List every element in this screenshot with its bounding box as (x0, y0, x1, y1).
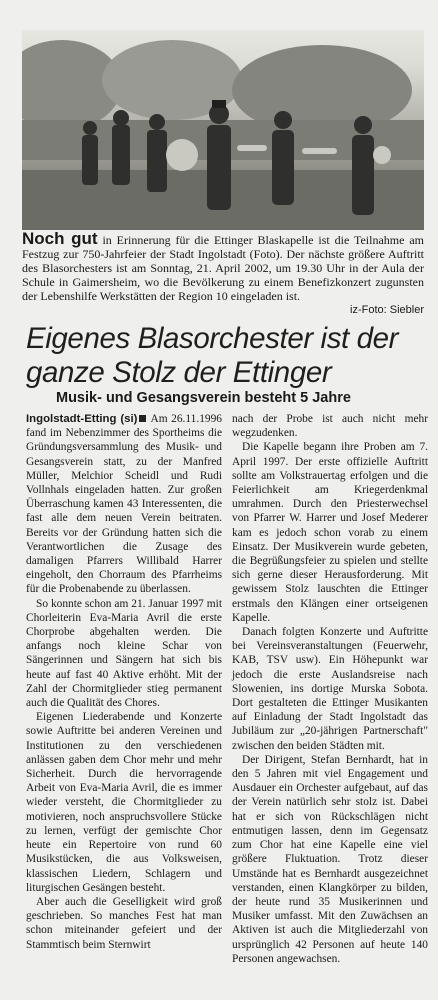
article-paragraph: Danach folgten Konzerte und Auftritte bei Vereinsveranstaltungen (Feuerwehr, KAB, TSV usw). Ein Höhepunkt war jedoch die erste Auslandsreise nach Slowenien, ins dortige Murska Sobota. Dort gestalteten die Ettinger Musikanten auf Einladung der Stadt Ingolstadt das Jubiläum zur „20-jährigen Partnerschaft" zwischen den beiden Städten mit. (232, 626, 428, 752)
subheadline: Musik- und Gesangsverein besteht 5 Jahre (56, 390, 351, 406)
bullet-square-icon (139, 415, 146, 422)
paragraph-text: Am 26.11.1996 fand im Nebenzimmer des Sportheims die Gründungsversammlung des Musik- und Gesangsverein statt, zu der Manfred Müller, Melchior Scheidl und Rudi Vollnhals eingeladen hatten. Zur großen Überraschung kamen 43 Interessenten, die fast alle dem neuen Verein beitraten. Bereits vor der Gründung hatten sich die Verantwortlichen die Zusage des damaligen Pfarrers Willibald Harrer eingeholt, den Chorraum des Pfarrheims für die Probenabende zu überlassen. (26, 413, 222, 596)
article-paragraph: Eigenen Liederabende und Konzerte sowie Auftritte bei anderen Vereinen und Institutionen zu den verschiedenen anlässen gaben dem Chor mehr und mehr Sicherheit. Durch die hervorragende Arbeit von Eva-Maria Avril, die es immer wieder versteht, die Chormitglieder zu motivieren, noch anspruchsvollere Stücke zu lernen, verfügt der gemischte Chor heute ein Repertoire von rund 60 Musikstücken, die aus Volksweisen, klassischen Liedern, Schlagern und liturgischen Gesängen besteht. (26, 711, 222, 894)
caption-lead: Noch gut (22, 229, 98, 248)
photo-credit: iz-Foto: Siebler (350, 304, 424, 316)
photo-brass-band-parade (22, 30, 424, 230)
headline: Eigenes Blasorchester ist der ganze Stolz der Ettinger (26, 322, 399, 389)
caption-text: in Erinnerung für die Ettinger Blaskapelle ist die Teilnahme am Festzug zur 750-Jahrfeier der Stadt Ingolstadt (Foto). Der nächste größere Auftritt des Blasorchesters ist am Sonntag, 21. April 2002, um 19.30 Uhr in der Aula der Schule in Gaimersheim, wo die Bevölkerung zu einem Benefizkonzert zugunsten der Lebenshilfe Werkstätten der Region 10 eingeladen ist. (22, 233, 424, 303)
article-paragraph: Die Kapelle begann ihre Proben am 7. April 1997. Der erste offizielle Auftritt sollte am Volkstrauertag erfolgen und die Feierlichkeit am Kriegerdenkmal umrahmen. Durch den Priesterwechsel von Pfarrer W. Harrer und Josef Mederer kam es jedoch schon vorab zu einem Einsatz. Der Musikverein wurde gebeten, die Begrüßungsfeier zu spielen und stellte sich gerne dieser Herausforderung. Mit gewissem Stolz lauschten die Ettinger erstmals den Klängen einer ortseigenen Kapelle. (232, 441, 428, 624)
article-column-left (26, 412, 222, 952)
photo-caption (22, 229, 424, 317)
article-paragraph: nach der Probe ist auch nicht mehr wegzudenken. (232, 413, 428, 440)
article-paragraph: So konnte schon am 21. Januar 1997 mit Chorleiterin Eva-Maria Avril die erste Chorprobe abgehalten werden. Die anfangs noch kleine Schar von Sängerinnen und Sängern hat sich bis heute auf fast 40 Aktive erhöht. Mit der Zahl der Chormitglieder stieg permanent auch die Qualität des Chores. (26, 597, 222, 710)
article-paragraph: Aber auch die Geselligkeit wird groß geschrieben. So manches Fest hat man schon miteinander gefeiert und der Stammtisch beim Sternwirt (26, 895, 222, 951)
dateline: Ingolstadt-Etting (si) (26, 413, 138, 425)
article-paragraph (26, 412, 222, 597)
article-paragraph: Der Dirigent, Stefan Bernhardt, hat in den 5 Jahren mit viel Engagement und Ausdauer ein Orchester aufgebaut, auf das der Verein natürlich sehr stolz ist. Dabei hat er sich von Rückschlägen nicht entmutigen lassen, denn im Gegensatz zum Chor hat eine Kapelle eine viel größere Fluktuation. Trotz dieser Umstände hat es Bernhardt ausgezeichnet verstanden, einen Klangkörper zu bilden, der heute rund 35 Musikerinnen und Musiker umfasst. Mit den Zuwächsen an Aktiven ist auch die Mitgliederzahl von ursprünglich 42 Personen auf heute 140 Personen angewachsen. (232, 753, 428, 965)
article-column-right (232, 412, 428, 966)
photo-illustration (22, 30, 424, 230)
